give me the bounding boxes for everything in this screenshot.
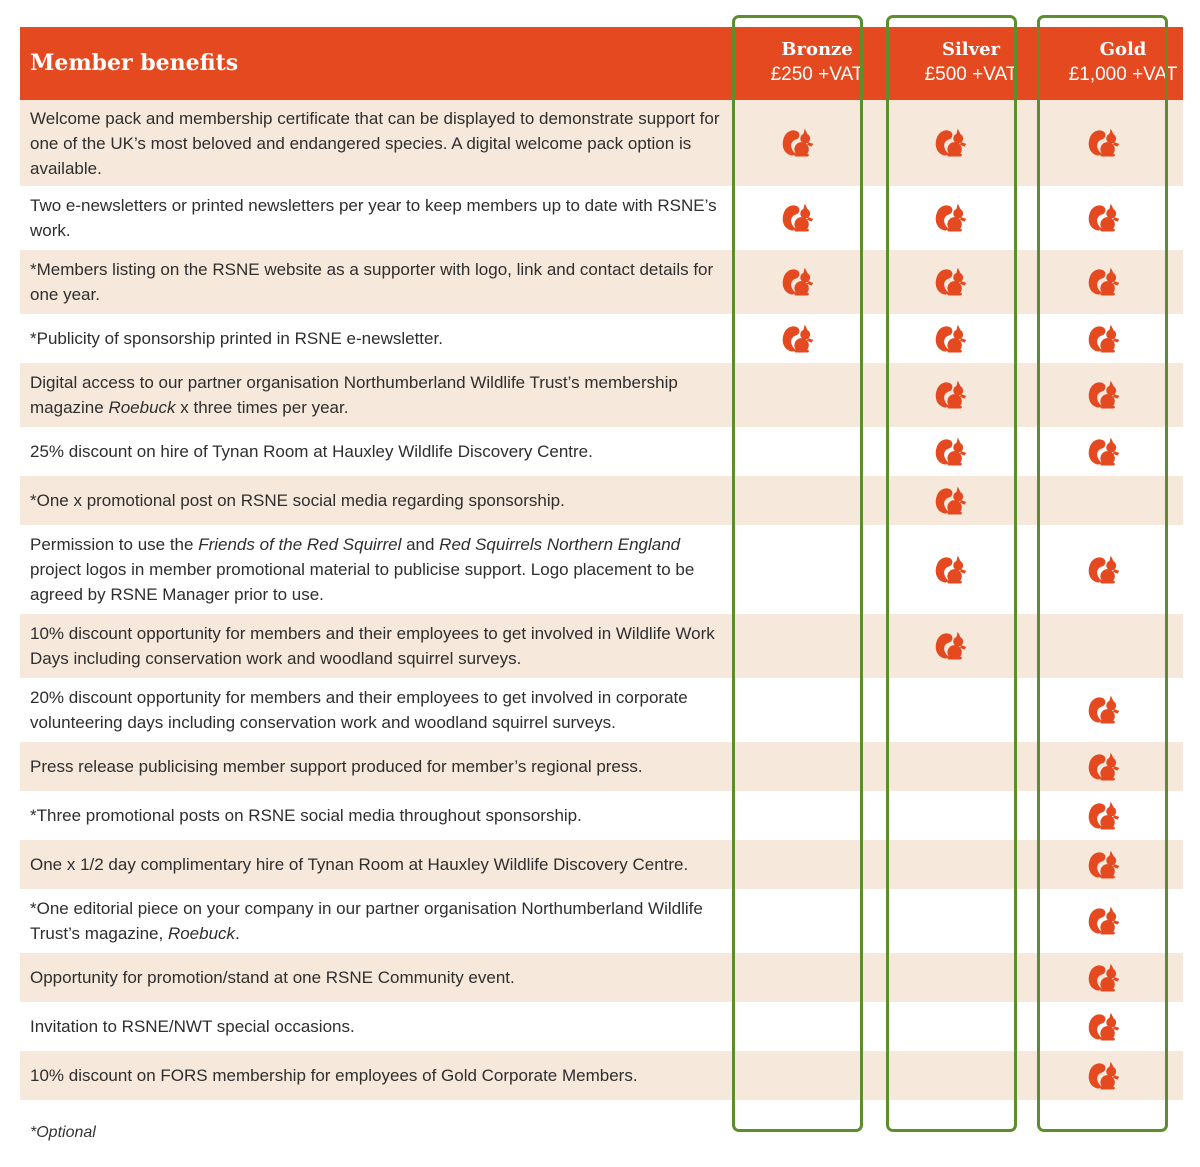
benefit-text: *Three promotional posts on RSNE social media throughout sponsorship. (30, 806, 582, 825)
benefit-text: Two e-newsletters or printed newsletters per year to keep members up to date with RSNE’s work. (30, 196, 717, 240)
header-title: Member benefits (30, 50, 239, 76)
benefit-text: 20% discount opportunity for members and their employees to get involved in corporate volunteering days including conservation work and woodland squirrel surveys. (30, 688, 688, 732)
tier-price: £500 +VAT (924, 64, 1018, 85)
gold-column-outline (1037, 15, 1168, 1132)
bronze-column-outline (732, 15, 863, 1132)
silver-column-outline (886, 15, 1017, 1132)
benefit-text: 25% discount on hire of Tynan Room at Hauxley Wildlife Discovery Centre. (30, 442, 593, 461)
benefit-text: *Members listing on the RSNE website as a supporter with logo, link and contact details for one year. (30, 260, 714, 304)
benefit-text: *One editorial piece on your company in our partner organisation Northumberland Wildlife Trust’s magazine, Roebuck. (30, 899, 703, 943)
benefit-text: One x 1/2 day complimentary hire of Tynan Room at Hauxley Wildlife Discovery Centre. (30, 855, 689, 874)
benefit-text: *Publicity of sponsorship printed in RSNE e-newsletter. (30, 329, 443, 348)
benefit-text: Opportunity for promotion/stand at one RSNE Community event. (30, 968, 515, 987)
benefit-text: *One x promotional post on RSNE social media regarding sponsorship. (30, 491, 565, 510)
tier-price: £1,000 +VAT (1068, 64, 1178, 85)
benefit-text: Welcome pack and membership certificate that can be displayed to demonstrate support for one of the UK’s most beloved and endangered species. A digital welcome pack option is available. (30, 108, 720, 178)
benefit-text: Digital access to our partner organisation Northumberland Wildlife Trust’s membership magazine Roebuck x three times per year. (30, 373, 678, 417)
benefit-text: 10% discount on FORS membership for employees of Gold Corporate Members. (30, 1066, 638, 1085)
tier-price: £250 +VAT (770, 64, 864, 85)
benefit-text: Invitation to RSNE/NWT special occasions. (30, 1017, 355, 1036)
footnote: *Optional (30, 1124, 96, 1141)
benefit-text: 10% discount opportunity for members and their employees to get involved in Wildlife Work Days including conservation work and woodland squirrel surveys. (30, 624, 715, 668)
tier-name: Silver (941, 39, 1001, 60)
benefit-text: Permission to use the Friends of the Red Squirrel and Red Squirrels Northern England project logos in member promotional material to publicise support. Logo placement to be agreed by RSNE Manager prior to use. (30, 535, 695, 604)
tier-name: Bronze (781, 39, 853, 60)
benefit-text: Press release publicising member support produced for member’s regional press. (30, 757, 643, 776)
tier-name: Gold (1099, 39, 1147, 60)
